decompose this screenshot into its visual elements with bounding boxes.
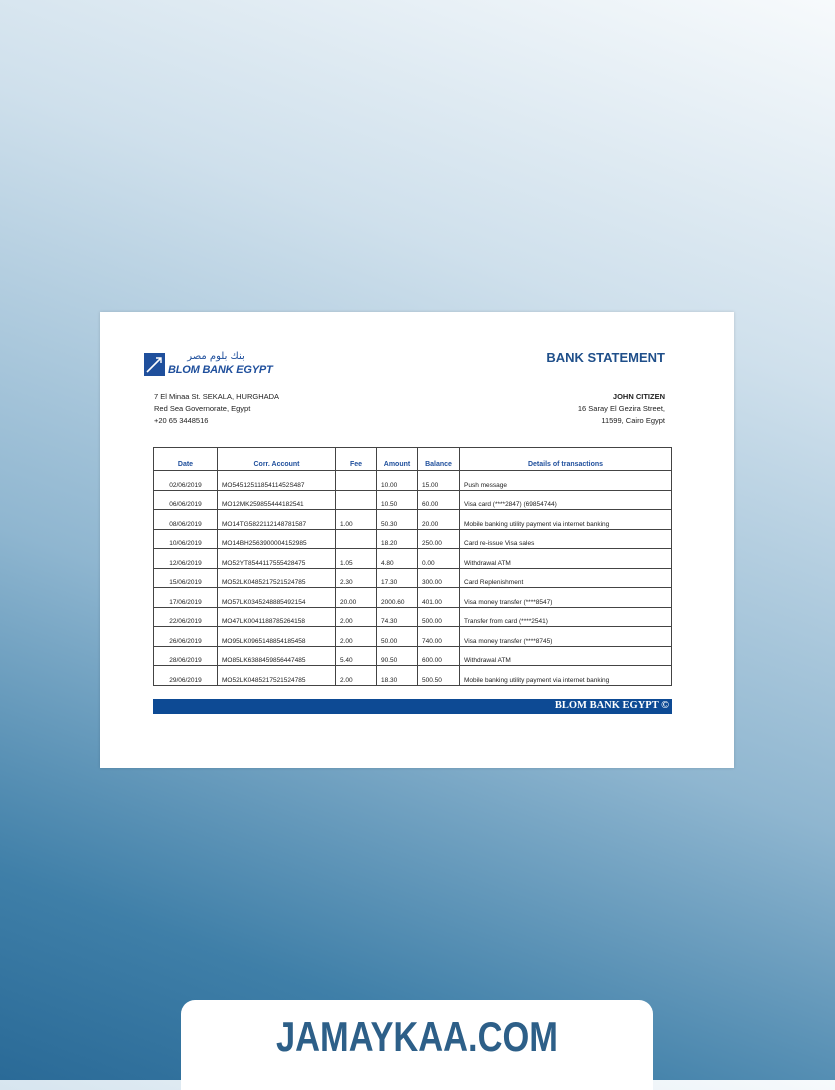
fee-cell: 1.00 xyxy=(336,510,377,530)
balance-cell: 500.00 xyxy=(418,607,460,627)
table-row xyxy=(154,471,672,491)
amount-cell: 50.00 xyxy=(377,627,418,647)
account-cell: MO52LK0485217521524785 xyxy=(218,666,336,686)
details-cell: Card Replenishment xyxy=(460,568,672,588)
details-cell: Visa card (****2847) (69854744) xyxy=(460,490,672,510)
bank-logo xyxy=(144,353,274,377)
details-cell: Withdrawal ATM xyxy=(460,549,672,569)
table-row xyxy=(154,607,672,627)
date-cell: 10/06/2019 xyxy=(154,529,218,549)
balance-cell: 401.00 xyxy=(418,588,460,608)
account-cell: MO14TG5822112148781587 xyxy=(218,510,336,530)
balance-cell: 300.00 xyxy=(418,568,460,588)
account-cell: MO95LK0965148854185458 xyxy=(218,627,336,647)
table-row xyxy=(154,666,672,686)
account-cell: MO12MK259855444182541 xyxy=(218,490,336,510)
balance-cell: 0.00 xyxy=(418,549,460,569)
fee-cell: 5.40 xyxy=(336,646,377,666)
balance-cell: 20.00 xyxy=(418,510,460,530)
balance-cell: 60.00 xyxy=(418,490,460,510)
transactions-body xyxy=(154,471,672,686)
details-cell: Card re-issue Visa sales xyxy=(460,529,672,549)
logo-arabic-text: بنك بلوم مصر xyxy=(187,351,245,362)
amount-cell: 74.30 xyxy=(377,607,418,627)
brand-tab xyxy=(181,1000,653,1090)
account-cell: MO57LK0345248885492154 xyxy=(218,588,336,608)
fee-cell: 2.30 xyxy=(336,568,377,588)
fee-cell: 2.00 xyxy=(336,607,377,627)
date-cell: 12/06/2019 xyxy=(154,549,218,569)
date-cell: 02/06/2019 xyxy=(154,471,218,491)
table-row xyxy=(154,529,672,549)
fee-cell: 1.05 xyxy=(336,549,377,569)
account-cell: MO52LK0485217521524785 xyxy=(218,568,336,588)
column-header-amount: Amount xyxy=(377,448,418,471)
customer-address-line: 11599, Cairo Egypt xyxy=(601,416,665,425)
amount-cell: 18.20 xyxy=(377,529,418,549)
details-cell: Visa money transfer (****8745) xyxy=(460,627,672,647)
amount-cell: 18.30 xyxy=(377,666,418,686)
fee-cell: 2.00 xyxy=(336,627,377,647)
account-cell: MO14BH2563900004152985 xyxy=(218,529,336,549)
blom-bank-emblem-icon xyxy=(144,353,165,376)
fee-cell xyxy=(336,490,377,510)
date-cell: 22/06/2019 xyxy=(154,607,218,627)
table-row xyxy=(154,490,672,510)
fee-cell xyxy=(336,471,377,491)
column-header-balance: Balance xyxy=(418,448,460,471)
column-header-date: Date xyxy=(154,448,218,471)
table-row xyxy=(154,510,672,530)
transactions-table xyxy=(153,447,672,686)
details-cell: Withdrawal ATM xyxy=(460,646,672,666)
footer-band xyxy=(153,699,672,714)
fee-cell xyxy=(336,529,377,549)
date-cell: 26/06/2019 xyxy=(154,627,218,647)
details-cell: Visa money transfer (****8547) xyxy=(460,588,672,608)
balance-cell: 600.00 xyxy=(418,646,460,666)
bank-statement-document xyxy=(100,312,734,768)
date-cell: 29/06/2019 xyxy=(154,666,218,686)
column-header-details: Details of transactions xyxy=(460,448,672,471)
balance-cell: 250.00 xyxy=(418,529,460,549)
footer-bank-name: BLOM BANK EGYPT © xyxy=(554,700,669,711)
column-header-account: Corr. Account xyxy=(218,448,336,471)
table-row xyxy=(154,588,672,608)
fee-cell: 20.00 xyxy=(336,588,377,608)
bank-address-line: 7 El Minaa St. SEKALA, HURGHADA xyxy=(154,392,280,401)
account-cell: MO52YT8544117555428475 xyxy=(218,549,336,569)
account-cell: MO47LK0041188785264158 xyxy=(218,607,336,627)
bank-address-line: Red Sea Governorate, Egypt xyxy=(154,404,251,413)
date-cell: 06/06/2019 xyxy=(154,490,218,510)
bank-address xyxy=(154,391,279,427)
amount-cell: 90.50 xyxy=(377,646,418,666)
amount-cell: 2000.60 xyxy=(377,588,418,608)
balance-cell: 500.50 xyxy=(418,666,460,686)
bank-phone: +20 65 3448516 xyxy=(154,416,209,425)
brand-watermark: JAMAYKAA.COM xyxy=(276,1013,558,1060)
account-cell: MO85LK6388459856447485 xyxy=(218,646,336,666)
amount-cell: 17.30 xyxy=(377,568,418,588)
date-cell: 15/06/2019 xyxy=(154,568,218,588)
account-cell: MO5451251185411452S487 xyxy=(218,471,336,491)
customer-name: JOHN CITIZEN xyxy=(612,392,665,401)
table-row xyxy=(154,549,672,569)
statement-title: BANK STATEMENT xyxy=(546,350,665,365)
details-cell: Push message xyxy=(460,471,672,491)
fee-cell: 2.00 xyxy=(336,666,377,686)
amount-cell: 10.00 xyxy=(377,471,418,491)
table-row xyxy=(154,568,672,588)
table-header-row xyxy=(154,448,672,471)
date-cell: 08/06/2019 xyxy=(154,510,218,530)
balance-cell: 15.00 xyxy=(418,471,460,491)
details-cell: Transfer from card (****2541) xyxy=(460,607,672,627)
balance-cell: 740.00 xyxy=(418,627,460,647)
details-cell: Mobile banking utility payment via internet banking xyxy=(460,510,672,530)
table-row xyxy=(154,627,672,647)
details-cell: Mobile banking utility payment via internet banking xyxy=(460,666,672,686)
customer-address xyxy=(578,391,665,427)
customer-address-line: 16 Saray El Gezira Street, xyxy=(577,404,665,413)
date-cell: 17/06/2019 xyxy=(154,588,218,608)
date-cell: 28/06/2019 xyxy=(154,646,218,666)
amount-cell: 4.80 xyxy=(377,549,418,569)
logo-text: BLOM BANK EGYPT xyxy=(168,364,273,376)
column-header-fee: Fee xyxy=(336,448,377,471)
amount-cell: 50.30 xyxy=(377,510,418,530)
table-row xyxy=(154,646,672,666)
amount-cell: 10.50 xyxy=(377,490,418,510)
